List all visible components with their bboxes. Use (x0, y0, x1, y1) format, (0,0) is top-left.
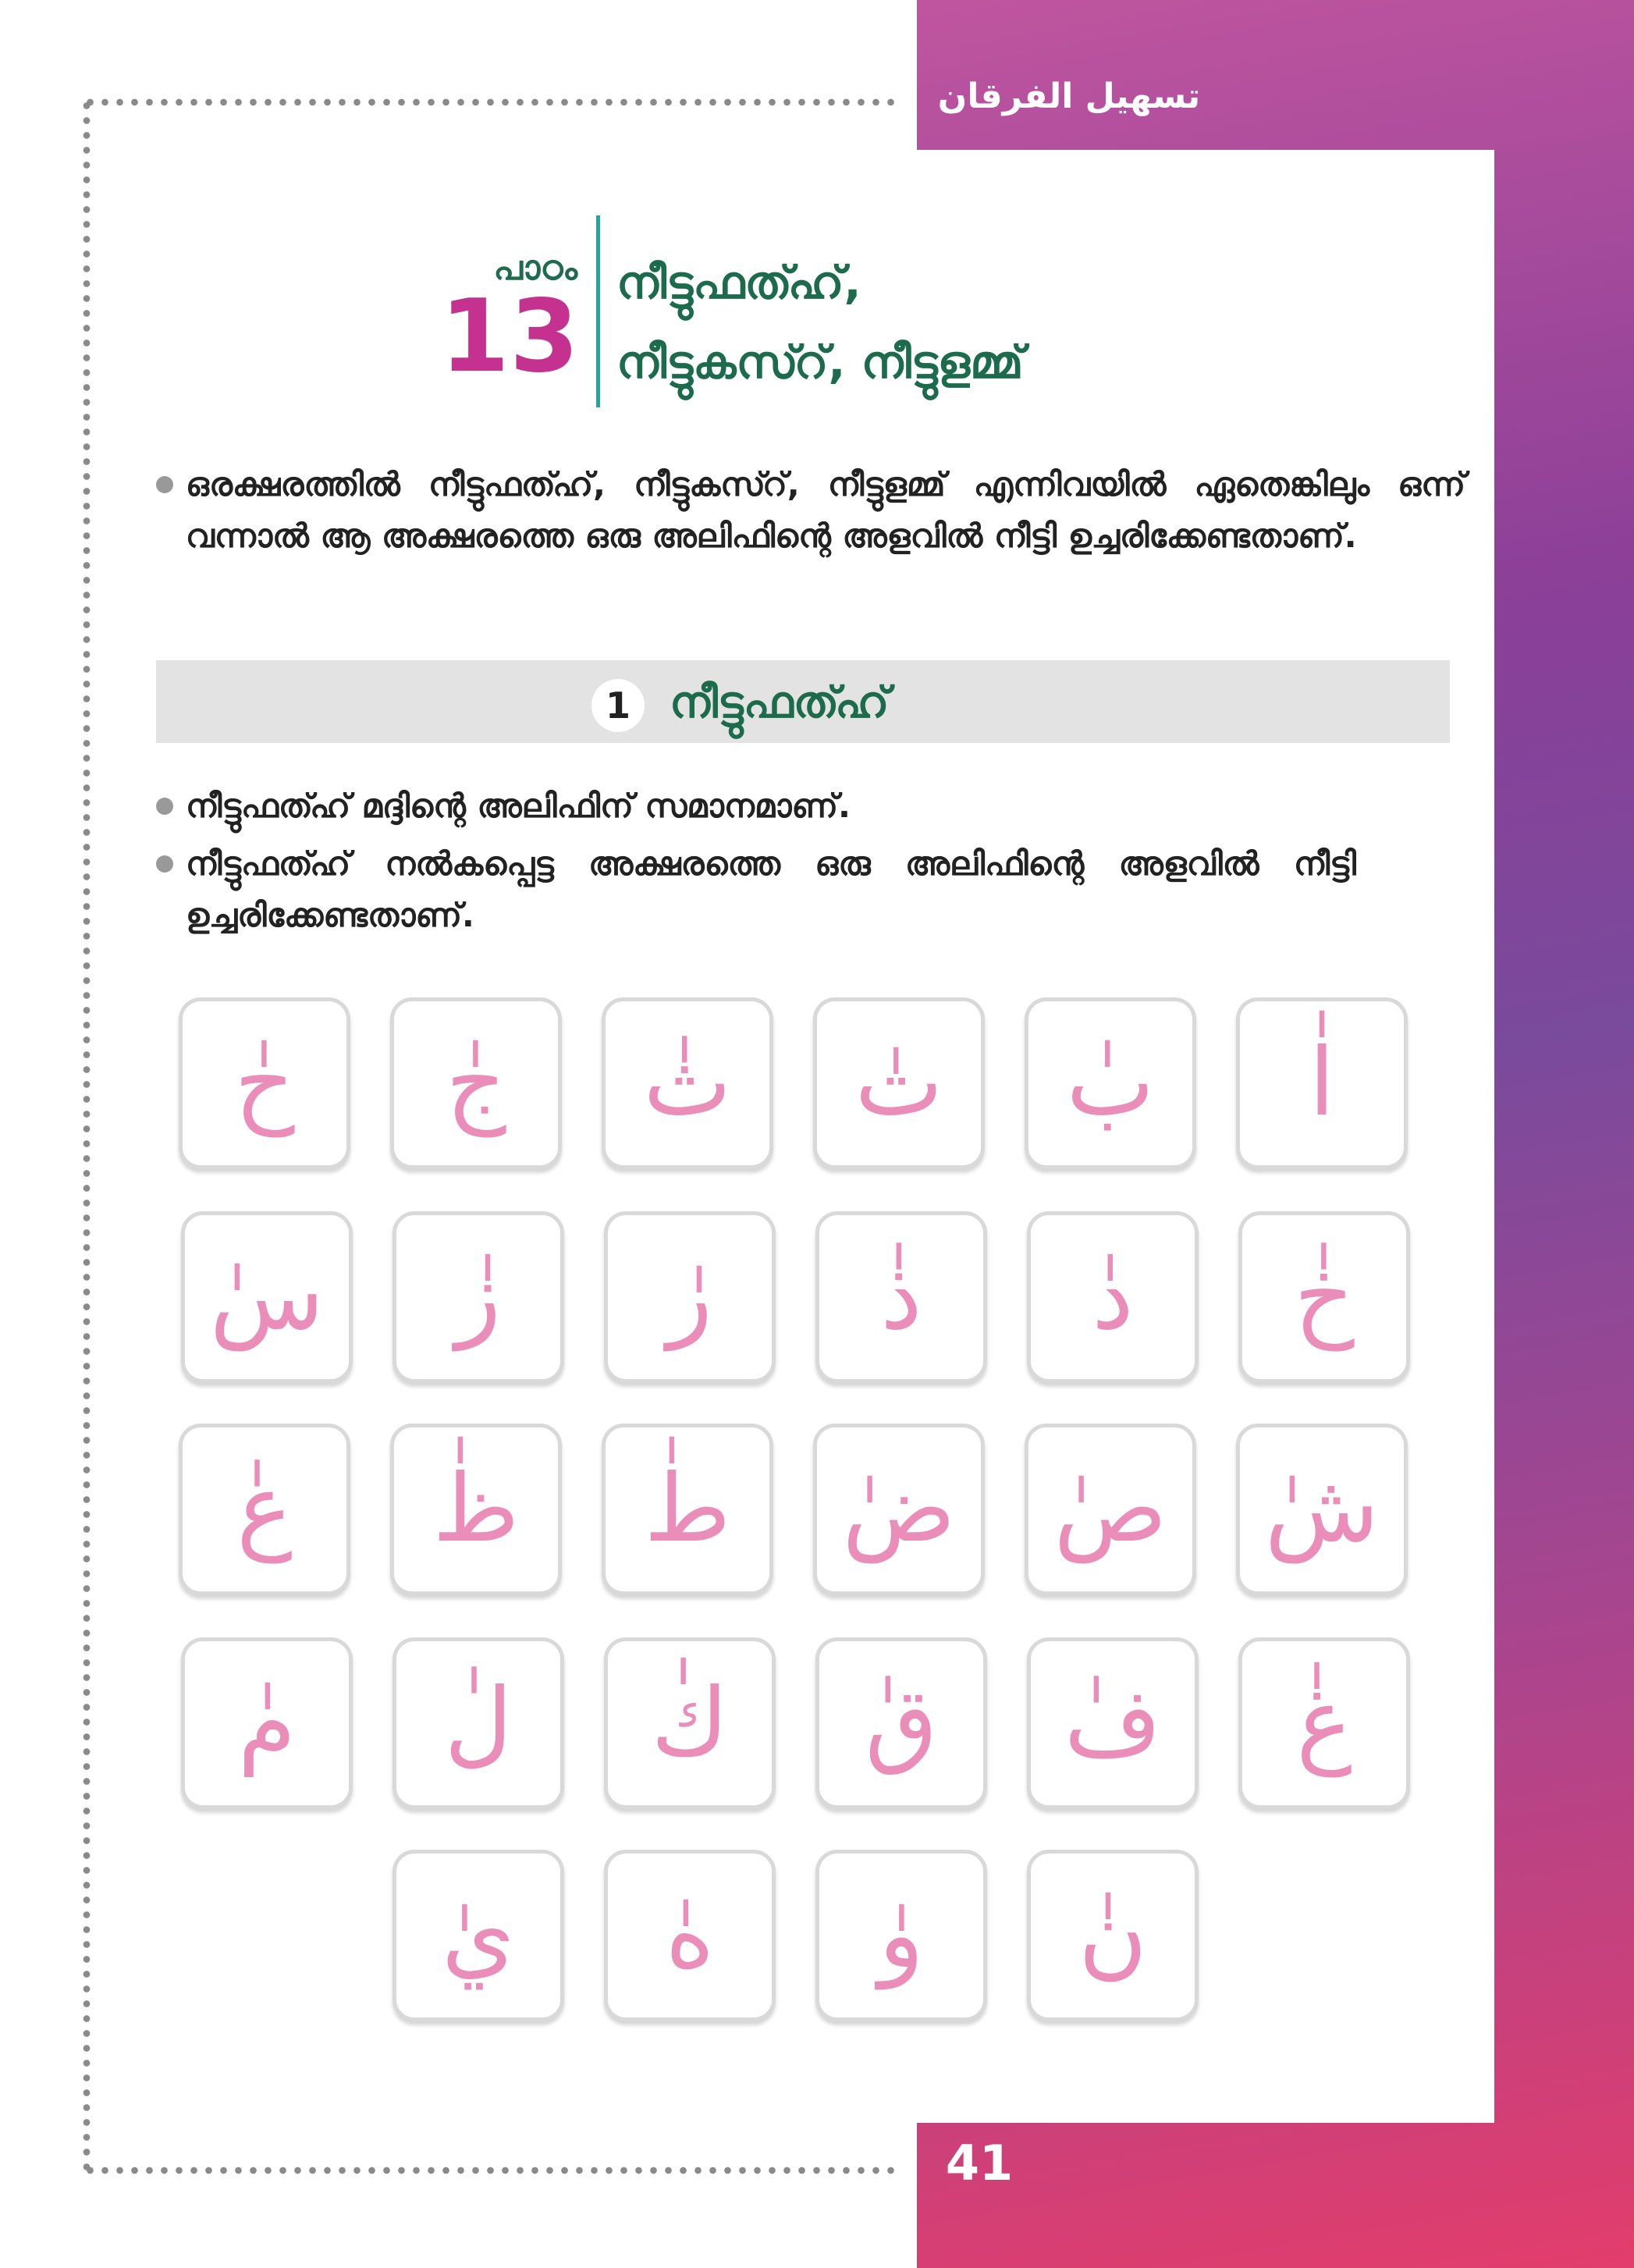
letter-tile (1025, 1424, 1196, 1595)
section-bullet (186, 780, 1403, 832)
arabic-letter: نٰ (1078, 1881, 1148, 1989)
letter-tile (1236, 997, 1408, 1169)
arabic-letter: صٰ (1053, 1455, 1167, 1563)
letter-tile (815, 1211, 987, 1383)
letter-tile (393, 1637, 564, 1809)
arabic-letter: لٰ (444, 1669, 513, 1777)
arabic-letter: غٰ (1296, 1669, 1352, 1777)
letter-tile (604, 1850, 776, 2021)
arabic-letter: تٰ (854, 1029, 943, 1137)
title-divider (596, 215, 600, 407)
arabic-letter: ذٰ (880, 1242, 922, 1351)
letter-tile (179, 1424, 350, 1595)
letter-tile (604, 1637, 776, 1809)
arabic-letter: ثٰ (643, 1029, 732, 1137)
dotted-border-bottom (83, 2167, 894, 2174)
arabic-letter: عٰ (236, 1455, 293, 1563)
letter-tile (1238, 1637, 1410, 1809)
letter-tile (390, 1424, 562, 1595)
lesson-number: 13 (439, 279, 579, 395)
section-bullet (186, 838, 1356, 941)
bullet-icon (156, 798, 173, 815)
bullet-icon (156, 476, 173, 493)
letter-tile (179, 997, 350, 1169)
arabic-letter: كٰ (651, 1669, 729, 1777)
arabic-letter: حٰ (234, 1029, 295, 1137)
section-number-badge: 1 (591, 679, 645, 732)
arabic-letter: رٰ (667, 1242, 712, 1351)
lesson-title-line-2: നീട്ടുകസ്റ്, നീട്ടുളമ്മ് (616, 336, 1024, 389)
arabic-letter: قٰ (865, 1669, 938, 1777)
section-bullet-text: നീട്ടുഫത്ഹ് നൽകപ്പെട്ട അക്ഷരത്തെ ഒരു അലിഫിന്റെ അളവിൽ നീട്ടി ഉച്ചരിക്കേണ്ടതാണ്. (186, 844, 1356, 934)
letter-tile (604, 1211, 776, 1383)
arabic-letter: طٰ (644, 1455, 731, 1563)
letter-tile (815, 1637, 987, 1809)
lesson-label: പാഠം (493, 248, 577, 288)
arabic-letter: سٰ (209, 1242, 325, 1351)
letter-tile (602, 1424, 773, 1595)
arabic-letter: اٰ (1309, 1029, 1335, 1137)
letter-tile (181, 1211, 353, 1383)
dotted-border-left (83, 98, 91, 2177)
letter-tile (1027, 1211, 1199, 1383)
letter-tile (393, 1211, 564, 1383)
intro-text: ഒരക്ഷരത്തിൽ നീട്ടുഫത്ഹ്, നീട്ടുകസ്റ്, നീട്ടുളമ്മ് എന്നിവയിൽ ഏതെങ്കിലും ഒന്ന് വന്നാൽ ആ അക്ഷരത്തെ ഒരു അലിഫിന്റെ അളവിൽ നീട്ടി ഉച്ചരിക്കേണ്ടതാണ്. (186, 465, 1465, 555)
section-bullet-text: നീട്ടുഫത്ഹ് മദ്ദിന്റെ അലിഫിന് സമാനമാണ്. (186, 787, 851, 825)
arabic-letter: شٰ (1264, 1455, 1380, 1563)
arabic-letter: خٰ (1294, 1242, 1355, 1351)
book-title: تسهيل الفرقان (937, 76, 1201, 116)
letter-tile (390, 997, 562, 1169)
letter-tile (1238, 1211, 1410, 1383)
arabic-letter: وٰ (879, 1881, 924, 1989)
letter-tile (602, 997, 773, 1169)
arabic-letter: فٰ (1064, 1669, 1162, 1777)
letter-tile (1236, 1424, 1408, 1595)
arabic-letter: مٰ (237, 1669, 297, 1777)
arabic-letter: هٰ (665, 1881, 715, 1989)
letter-tile (181, 1637, 353, 1809)
arabic-letter: يٰ (442, 1881, 515, 1989)
letter-tile (1025, 997, 1196, 1169)
intro-paragraph (186, 459, 1465, 562)
arabic-letter: زٰ (456, 1242, 501, 1351)
arabic-letter: بٰ (1066, 1029, 1155, 1137)
letter-tile (813, 1424, 985, 1595)
letter-tile (1027, 1850, 1199, 2021)
letter-tile (815, 1850, 987, 2021)
arabic-letter: ظٰ (432, 1455, 520, 1563)
arabic-letter: ضٰ (842, 1455, 956, 1563)
letter-tile (393, 1850, 564, 2021)
bullet-icon (156, 855, 173, 873)
letter-tile (1027, 1637, 1199, 1809)
arabic-letter: جٰ (446, 1029, 506, 1137)
section-title: നീട്ടുഫത്ഹ് (670, 677, 890, 728)
page-number: 41 (945, 2135, 1014, 2192)
arabic-letter: دٰ (1092, 1242, 1134, 1351)
dotted-border-top (83, 98, 894, 106)
lesson-title-line-1: നീട്ടുഫത്ഹ്, (616, 256, 861, 309)
letter-tile (813, 997, 985, 1169)
